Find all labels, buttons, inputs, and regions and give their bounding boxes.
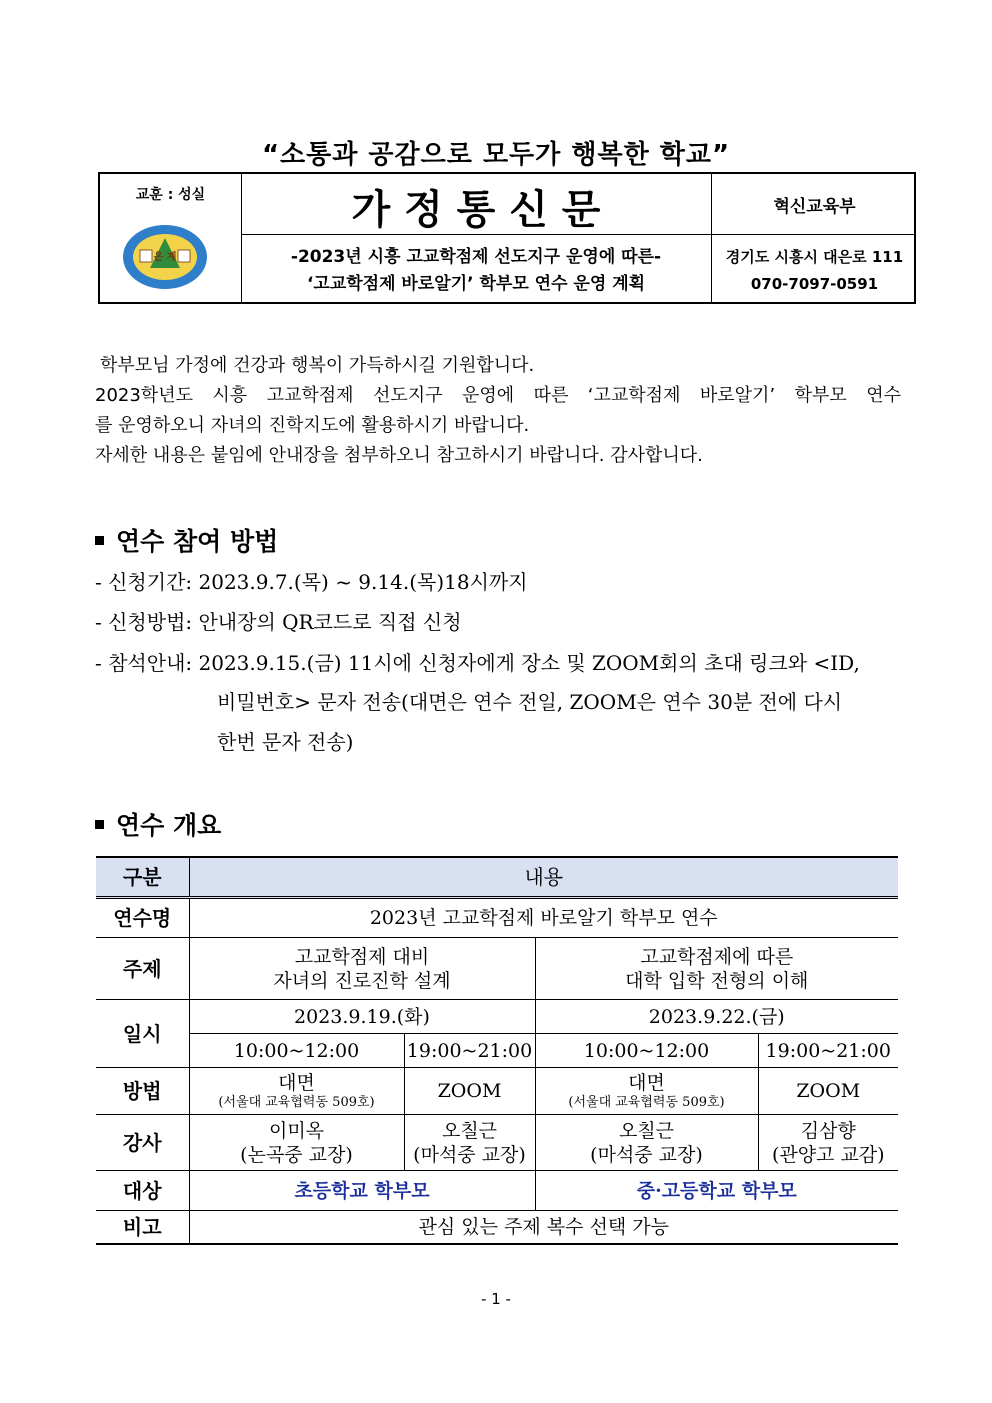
method-in-person: 대면 (서울대 교육협력동 509호): [189, 1068, 404, 1115]
topic-1: 고교학점제 대비 자녀의 진로진학 설계: [189, 938, 535, 1000]
table-row: 방법 대면 (서울대 교육협력동 509호) ZOOM 대면 (서울대 교육협력동 509호) ZOOM: [96, 1068, 898, 1115]
attendance-guide: - 참석안내: 2023.9.15.(금) 11시에 신청자에게 장소 및 ZOOM회의 초대 링크와 <ID,: [95, 651, 860, 675]
time-slot: 10:00~12:00: [189, 1034, 404, 1068]
time-slot: 10:00~12:00: [535, 1034, 758, 1068]
date-2: 2023.9.22.(금): [535, 1000, 898, 1034]
lecturer: 김삼향 (관양고 교감): [758, 1115, 898, 1171]
school-motto: 교훈 : 성실: [135, 187, 206, 203]
letter-header-box: [98, 172, 916, 304]
school-logo-icon: [122, 224, 208, 290]
application-method: - 신청방법: 안내장의 QR코드로 직접 신청: [95, 610, 462, 634]
table-row: 연수명 2023년 고교학점제 바로알기 학부모 연수: [96, 898, 898, 938]
department: 혁신교육부: [773, 197, 856, 217]
lecturer: 오칠근 (마석중 교장): [404, 1115, 535, 1171]
table-header-row: [96, 857, 898, 898]
logo-text: 은 계: [153, 252, 177, 263]
header-category: 구분: [96, 857, 189, 898]
header-content: 내용: [189, 857, 898, 898]
lecturer: 이미옥 (논곡중 교장): [189, 1115, 404, 1171]
document-title: 가 정 통 신 문: [351, 187, 601, 233]
table-row: 대상 초등학교 학부모 중·고등학교 학부모: [96, 1171, 898, 1211]
square-bullet-icon: [95, 536, 104, 545]
method-zoom: ZOOM: [758, 1068, 898, 1115]
table-row: 주제 고교학점제 대비 자녀의 진로진학 설계 고교학점제에 따른 대학 입학 전형의 이해: [96, 938, 898, 1000]
target-elementary: 초등학교 학부모: [189, 1171, 535, 1211]
page-number: - 1 -: [481, 1290, 511, 1308]
date-1: 2023.9.19.(화): [189, 1000, 535, 1034]
table-row: 강사 이미옥 (논곡중 교장) 오칠근 (마석중 교장) 오칠근 (마석중 교장) 김삼향 (관양고 교감): [96, 1115, 898, 1171]
target-secondary: 중·고등학교 학부모: [535, 1171, 898, 1211]
school-contact: [711, 244, 918, 298]
application-period: - 신청기간: 2023.9.7.(목) ~ 9.14.(목)18시까지: [95, 570, 528, 594]
attendance-guide-cont2: 한번 문자 전송): [217, 730, 354, 754]
topic-2: 고교학점제에 따른 대학 입학 전형의 이해: [535, 938, 898, 1000]
school-phone: 070-7097-0591: [750, 275, 879, 293]
overview-table: [96, 856, 898, 1245]
intro-paragraph: 학부모님 가정에 건강과 행복이 가득하시길 기원합니다. 2023학년도 시흥 고교학점제 선도지구 운영에 따른 ‘고교학점제 바로알기’ 학부모 연수 를 운영하오니 자녀의 진학지도에 활용하시기 바랍니다. 자세한 내용은 붙임에 안내장을 첨부하오니 참고하시기 바랍니다. 감사합니다.: [95, 355, 901, 466]
school-address: 경기도 시흥시 대은로 111: [725, 248, 904, 266]
attendance-guide-cont1: 비밀번호> 문자 전송(대면은 연수 전일, ZOOM은 연수 30분 전에 다시: [217, 690, 843, 714]
school-slogan: “소통과 공감으로 모두가 행복한 학교”: [261, 140, 731, 170]
training-name: 2023년 고교학점제 바로알기 학부모 연수: [189, 898, 898, 938]
square-bullet-icon: [95, 820, 104, 829]
time-slot: 19:00~21:00: [404, 1034, 535, 1068]
document-subtitle: -2023년 시흥 고교학점제 선도지구 운영에 따른- ‘고교학점제 바로알기’ 학부모 연수 운영 계획: [290, 247, 662, 294]
method-zoom: ZOOM: [404, 1068, 535, 1115]
method-in-person: 대면 (서울대 교육협력동 509호): [535, 1068, 758, 1115]
section-participation-title: 연수 참여 방법: [95, 522, 278, 558]
lecturer: 오칠근 (마석중 교장): [535, 1115, 758, 1171]
table-row: 비고 관심 있는 주제 복수 선택 가능: [96, 1211, 898, 1244]
table-row: 일시 2023.9.19.(화) 2023.9.22.(금): [96, 1000, 898, 1034]
time-slot: 19:00~21:00: [758, 1034, 898, 1068]
section-overview-title: 연수 개요: [95, 806, 221, 842]
note: 관심 있는 주제 복수 선택 가능: [189, 1211, 898, 1244]
table-row: [96, 1034, 898, 1068]
